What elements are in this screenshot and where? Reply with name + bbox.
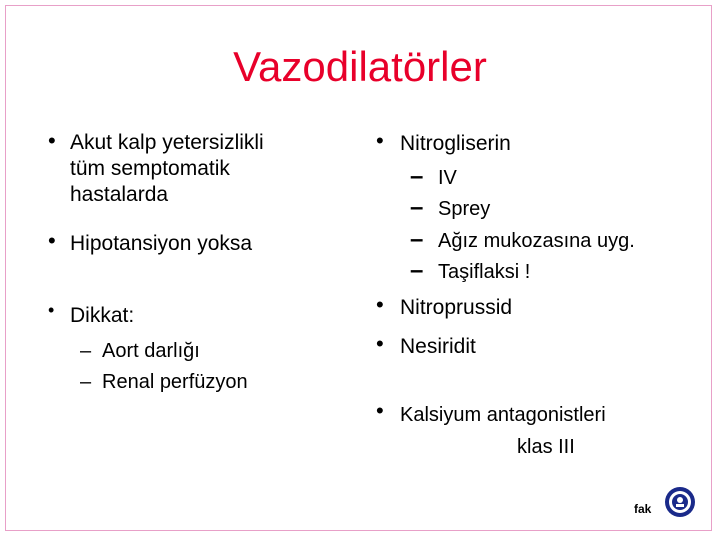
right-bullet-1-text: Nitrogliserin: [400, 132, 511, 155]
right-bullet-4-text: Kalsiyum antagonistleri: [400, 404, 606, 426]
left-sub-2-text: Renal perfüzyon: [102, 371, 248, 393]
right-sub-3-text: Ağız mukozasına uyg.: [438, 230, 635, 252]
faculty-logo: [634, 486, 694, 520]
left-bullet-3-text: Dikkat:: [70, 304, 135, 327]
bullet-dot-icon: •: [376, 292, 384, 317]
bullet-dot-icon: •: [48, 300, 55, 320]
right-bullet-3-text: Nesiridit: [400, 335, 476, 358]
bullet-dot-icon: •: [376, 331, 384, 356]
left-bullet-1-text: Akut kalp yetersizlikli tüm semptomatik hastalarda: [70, 131, 264, 206]
dash-icon: –: [410, 163, 424, 190]
dash-icon: –: [80, 340, 92, 362]
dash-icon: –: [410, 257, 424, 284]
right-bullet-2-text: Nitroprussid: [400, 296, 513, 319]
bullet-dot-icon: •: [48, 228, 56, 253]
slide-title: Vazodilatörler: [233, 43, 487, 90]
bullet-dot-icon: •: [376, 128, 384, 153]
left-sub-1-text: Aort darlığı: [102, 340, 200, 362]
bullet-dot-icon: •: [376, 398, 384, 423]
right-bullet-4-cont-text: klas III: [517, 436, 575, 458]
right-sub-2-text: Sprey: [438, 198, 491, 220]
left-bullet-2-text: Hipotansiyon yoksa: [70, 232, 253, 255]
right-sub-4-text: Taşiflaksi !: [438, 261, 531, 283]
bullet-dot-icon: •: [48, 128, 56, 153]
dash-icon: –: [410, 226, 424, 253]
dash-icon: –: [410, 194, 424, 221]
seal-icon: [664, 486, 696, 518]
dash-icon: –: [80, 371, 92, 393]
logo-text: fak: [634, 502, 652, 516]
right-sub-1-text: IV: [438, 167, 457, 189]
